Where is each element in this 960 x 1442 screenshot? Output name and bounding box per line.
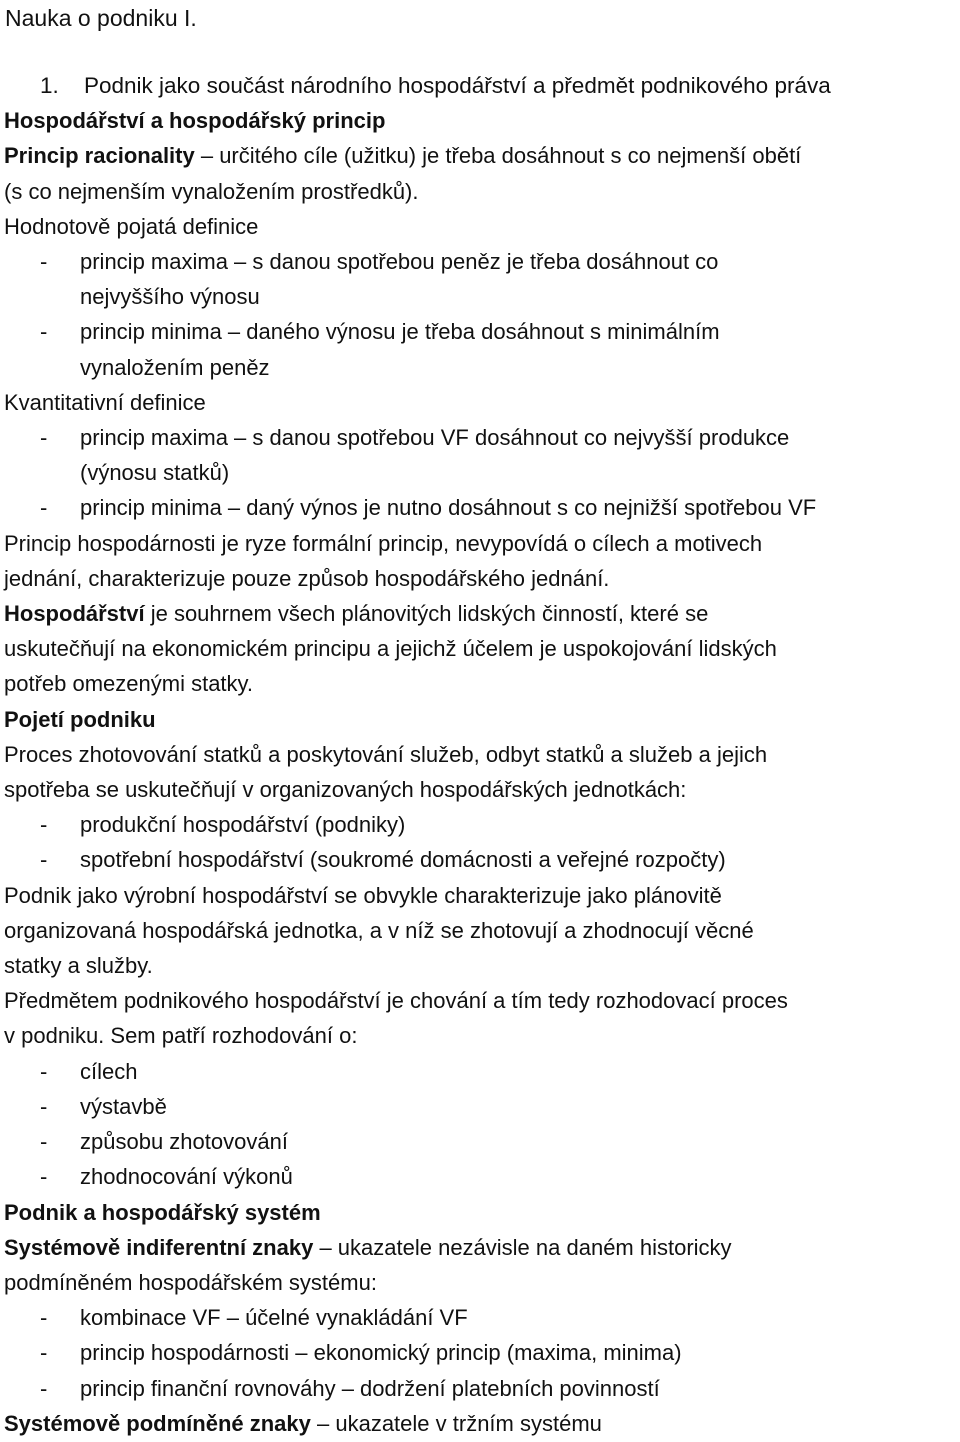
list-item: - princip maxima – s danou spotřebou VF dosáhnout co nejvyšší produkce (výnosu statků) <box>40 425 790 486</box>
paragraph-proces: Proces zhotovování statků a poskytování služeb, odbyt statků a služeb a jejich <box>4 741 768 767</box>
paragraph-predmet: Předmětem podnikového hospodářství je chování a tím tedy rozhodovací proces <box>4 988 788 1014</box>
list-item: - produkční hospodářství (podniky) <box>40 812 406 838</box>
document-title: Nauka o podniku I. <box>5 5 197 31</box>
term-racionality: Princip racionality <box>4 143 195 169</box>
paragraph-podminene: Systémově podmíněné znaky – ukazatele v tržním systému <box>4 1410 602 1436</box>
list-item: - princip hospodárnosti – ekonomický princip (maxima, minima) <box>40 1340 682 1366</box>
paragraph-hospodarstvi-def: Hospodářství je souhrnem všech plánovitých lidských činností, které se <box>4 601 709 627</box>
section-heading-pojeti: Pojetí podniku <box>4 706 156 732</box>
list-item: - princip minima – daný výnos je nutno dosáhnout s co nejnižší spotřebou VF <box>40 495 817 521</box>
chapter-heading <box>4 68 956 103</box>
list-item: - způsobu zhotovování <box>40 1129 288 1155</box>
document-body: 1. Podnik jako součást národního hospodářství a předmět podnikového práva Hospodářství a hospodářský princip Princip racionality – určitého cíle (užitku) je třeba dosáhnout s co nejmenší obětí (s co nejmenším vynaložením prostředků). Hodnotově pojatá definice - princip maxima – s danou spotřebou peněz je třeba dosáhnout co nejvyššího výnosu - princip minima – daného výnosu je třeba dosáhnout s minimálním vynaložením peněz Kvantitativní definice - princip maxima – s danou spotřebou VF dosáhnout co nejvyšší produkce (výnosu statků) - princip minima – daný výnos je nutno dosáhnout s co nejnižší spotřebou VF Princip hospodárnosti je ryze formální princip, nevypovídá o cílech a motivech jednání, charakterizuje pouze způsob hospodářského jednání. Hospodářství je souhrnem všech plánovitých lidských činností, které se uskutečňují na ekonomickém principu a jejichž účelem je uspokojování lidských potřeb omezenými statky. Pojetí podniku Proces zhotovování statků a poskytování služeb, odbyt statků a služeb a jejich spotřeba se uskutečňují v organizovaných hospodářských jednotkách: - produkční hospodářství (podniky) - spotřební hospodářství (soukromé domácnosti a veřejné rozpočty) Podnik jako výrobní hospodářství se obvykle charakterizuje jako plánovitě organizovaná hospodářská jednotka, a v níž se zhotovují a zhodnocují věcné statky a služby. Předmětem podnikového hospodářství je chování a tím tedy rozhodovací proces v podniku. Sem patří rozhodování o: - cílech - výstavbě - způsobu zhotovování - zhodnocování výkonů Podnik a hospodářský systém Systémově indiferentní znaky – ukazatele nezávisle na daném historicky podmíněném hospodářském systému: - kombinace VF – účelné vynakládání VF - princip hospodárnosti – ekonomický princip (maxima, minima) - princip finanční rovnováhy – dodržení platebních povinností Systémově podmíněné znaky – ukazatele v tržním systému <box>4 68 956 1441</box>
list-item: - princip finanční rovnováhy – dodržení platebních povinností <box>40 1375 660 1401</box>
paragraph-hospodarnosti-cont: jednání, charakterizuje pouze způsob hospodářského jednání. <box>4 565 610 591</box>
paragraph-racionality-cont: (s co nejmenším vynaložením prostředků). <box>4 178 419 204</box>
paragraph-podnik: Podnik jako výrobní hospodářství se obvykle charakterizuje jako plánovitě <box>4 882 722 908</box>
chapter-heading-text: Podnik jako součást národního hospodářství a předmět podnikového práva <box>84 73 831 98</box>
list-item: - kombinace VF – účelné vynakládání VF <box>40 1305 468 1331</box>
list-item: - princip minima – daného výnosu je třeba dosáhnout s minimálním vynaložením peněz <box>40 319 720 380</box>
hodnotove-label: Hodnotově pojatá definice <box>4 213 259 239</box>
list-item: - zhodnocování výkonů <box>40 1164 293 1190</box>
chapter-number: 1. <box>40 73 59 98</box>
paragraph-racionality: Princip racionality – určitého cíle (užitku) je třeba dosáhnout s co nejmenší obětí <box>4 143 802 169</box>
list-item: - výstavbě <box>40 1093 167 1119</box>
paragraph-indiferentni: Systémově indiferentní znaky – ukazatele nezávisle na daném historicky <box>4 1234 732 1260</box>
paragraph-hospodarnosti: Princip hospodárnosti je ryze formální princip, nevypovídá o cílech a motivech <box>4 530 763 556</box>
list-item: - cílech <box>40 1058 138 1084</box>
term-indiferentni: Systémově indiferentní znaky <box>4 1234 314 1260</box>
term-hospodarstvi: Hospodářství <box>4 601 145 627</box>
list-item: - princip maxima – s danou spotřebou peněz je třeba dosáhnout co nejvyššího výnosu <box>40 249 719 310</box>
term-podminene: Systémově podmíněné znaky <box>4 1410 311 1436</box>
kvantitativni-label: Kvantitativní definice <box>4 389 206 415</box>
section-heading-hospodarstvi: Hospodářství a hospodářský princip <box>4 108 386 134</box>
list-item: - spotřební hospodářství (soukromé domácnosti a veřejné rozpočty) <box>40 847 726 873</box>
section-heading-system: Podnik a hospodářský systém <box>4 1199 321 1225</box>
